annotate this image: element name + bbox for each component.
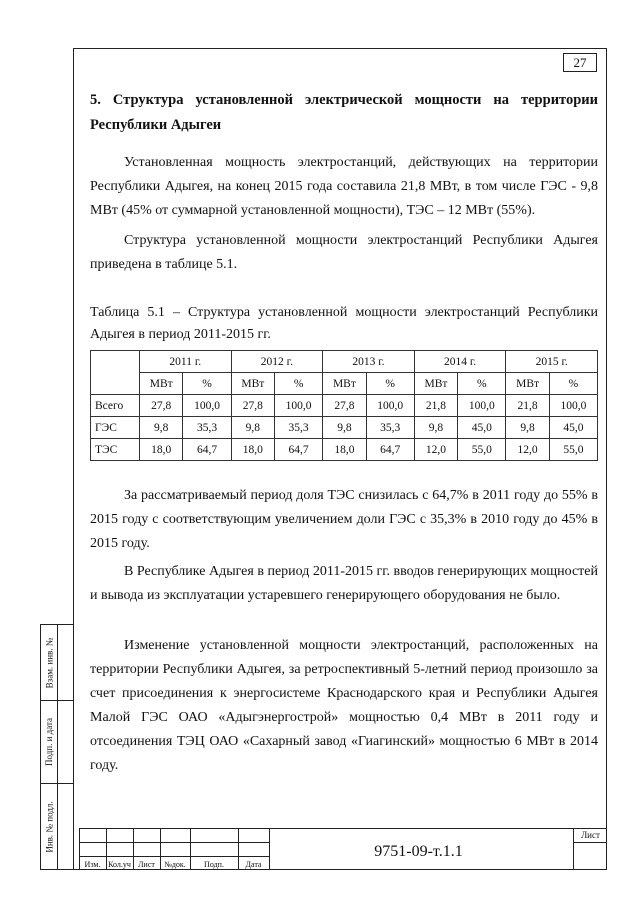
table-row — [91, 439, 598, 461]
page-number: 27 — [563, 53, 597, 72]
sheet-box — [573, 828, 607, 870]
table-cell: 35,3 — [183, 417, 231, 439]
table-cell: 27,8 — [231, 395, 274, 417]
paragraph-1: Установленная мощность электростанций, действующих на территории Республики Адыгея, на конец 2015 года составила 21,8 МВт, в том числе ГЭС - 9,8 МВт (45% от суммарной установленной мощности), ТЭС – 12 МВт (55%). — [90, 155, 598, 218]
unit-header: МВт — [140, 373, 183, 395]
sheet-label: Лист — [574, 829, 607, 843]
col-label: Лист — [138, 860, 155, 869]
paragraph-4: В Республике Адыгея в период 2011-2015 гг. вводов генерирующих мощностей и вывода из эксплуатации устаревшего генерирующего оборудования не было. — [90, 564, 598, 603]
unit-header: % — [366, 373, 414, 395]
title-block — [79, 828, 607, 870]
year-header: 2012 г. — [231, 351, 323, 373]
col-label: Дата — [245, 860, 262, 869]
side-label-replacement: Взам. инв. № — [44, 637, 55, 688]
unit-header: % — [275, 373, 323, 395]
table-cell: 100,0 — [366, 395, 414, 417]
row-label: ГЭС — [91, 417, 140, 439]
year-header: 2015 г. — [506, 351, 598, 373]
table-cell: 100,0 — [275, 395, 323, 417]
unit-header: % — [458, 373, 506, 395]
document-code: 9751-09-т.1.1 — [269, 828, 607, 870]
col-label: Кол.уч — [108, 860, 131, 869]
table-cell: 9,8 — [414, 417, 457, 439]
table-cell: 21,8 — [506, 395, 549, 417]
table-cell: 12,0 — [414, 439, 457, 461]
unit-header: % — [549, 373, 597, 395]
year-header: 2014 г. — [414, 351, 506, 373]
col-label: №док. — [164, 860, 186, 869]
paragraph-3: За рассматриваемый период доля ТЭС снизилась с 64,7% в 2011 году до 55% в 2015 году с соответствующим увеличением доли ГЭС с 35,3% в 2010 году до 45% в 2015 году. — [90, 488, 598, 551]
unit-header: МВт — [506, 373, 549, 395]
table-cell: 55,0 — [458, 439, 506, 461]
table-cell: 18,0 — [231, 439, 274, 461]
table-cell: 9,8 — [506, 417, 549, 439]
table-cell: 45,0 — [458, 417, 506, 439]
table-cell: 21,8 — [414, 395, 457, 417]
margin-stamp-strip — [40, 624, 73, 870]
table-cell: 18,0 — [140, 439, 183, 461]
table-cell: 64,7 — [275, 439, 323, 461]
table-cell: 27,8 — [323, 395, 366, 417]
table-cell: 9,8 — [231, 417, 274, 439]
section-heading: 5. Структура установленной электрической мощности на территории Республики Адыгеи — [90, 92, 598, 133]
table-corner-cell — [91, 351, 140, 395]
table-cell: 45,0 — [549, 417, 597, 439]
table-cell: 27,8 — [140, 395, 183, 417]
table-cell: 100,0 — [458, 395, 506, 417]
table-header-units — [91, 373, 598, 395]
paragraph-2: Структура установленной мощности электростанций Республики Адыгея приведена в таблице 5.1. — [90, 233, 598, 272]
side-label-signature-date: Подп. и дата — [44, 717, 55, 766]
col-label: Подп. — [204, 860, 224, 869]
unit-header: МВт — [231, 373, 274, 395]
paragraph-5: Изменение установленной мощности электростанций, расположенных на территории Республики Адыгея, за ретроспективный 5-летний период произошло за счет присоединения к энергосистеме Краснодарского края и Республики Адыгея Малой ГЭС ОАО «Адыгэнергострой» мощностью 0,4 МВт в 2011 году и отсоединения ТЭЦ ОАО «Сахарный завод «Гиагинский» мощностью 6 МВт в 2014 году. — [90, 638, 598, 773]
table-cell: 64,7 — [366, 439, 414, 461]
table-cell: 9,8 — [323, 417, 366, 439]
table-cell: 35,3 — [275, 417, 323, 439]
year-header: 2011 г. — [140, 351, 232, 373]
col-label: Изм. — [84, 860, 101, 869]
unit-header: % — [183, 373, 231, 395]
table-header-years — [91, 351, 598, 373]
revision-grid — [79, 828, 269, 870]
capacity-table — [90, 350, 598, 461]
row-label: ТЭС — [91, 439, 140, 461]
year-header: 2013 г. — [323, 351, 415, 373]
table-cell: 12,0 — [506, 439, 549, 461]
unit-header: МВт — [323, 373, 366, 395]
table-caption: Таблица 5.1 – Структура установленной мощности электростанций Республики Адыгея в период 2011-2015 гг. — [90, 305, 598, 342]
unit-header: МВт — [414, 373, 457, 395]
side-label-inventory: Инв. № подл. — [44, 801, 55, 853]
table-row — [91, 417, 598, 439]
table-cell: 55,0 — [549, 439, 597, 461]
table-cell: 100,0 — [183, 395, 231, 417]
table-cell: 64,7 — [183, 439, 231, 461]
table-cell: 9,8 — [140, 417, 183, 439]
table-cell: 18,0 — [323, 439, 366, 461]
table-row — [91, 395, 598, 417]
table-cell: 35,3 — [366, 417, 414, 439]
row-label: Всего — [91, 395, 140, 417]
table-cell: 100,0 — [549, 395, 597, 417]
